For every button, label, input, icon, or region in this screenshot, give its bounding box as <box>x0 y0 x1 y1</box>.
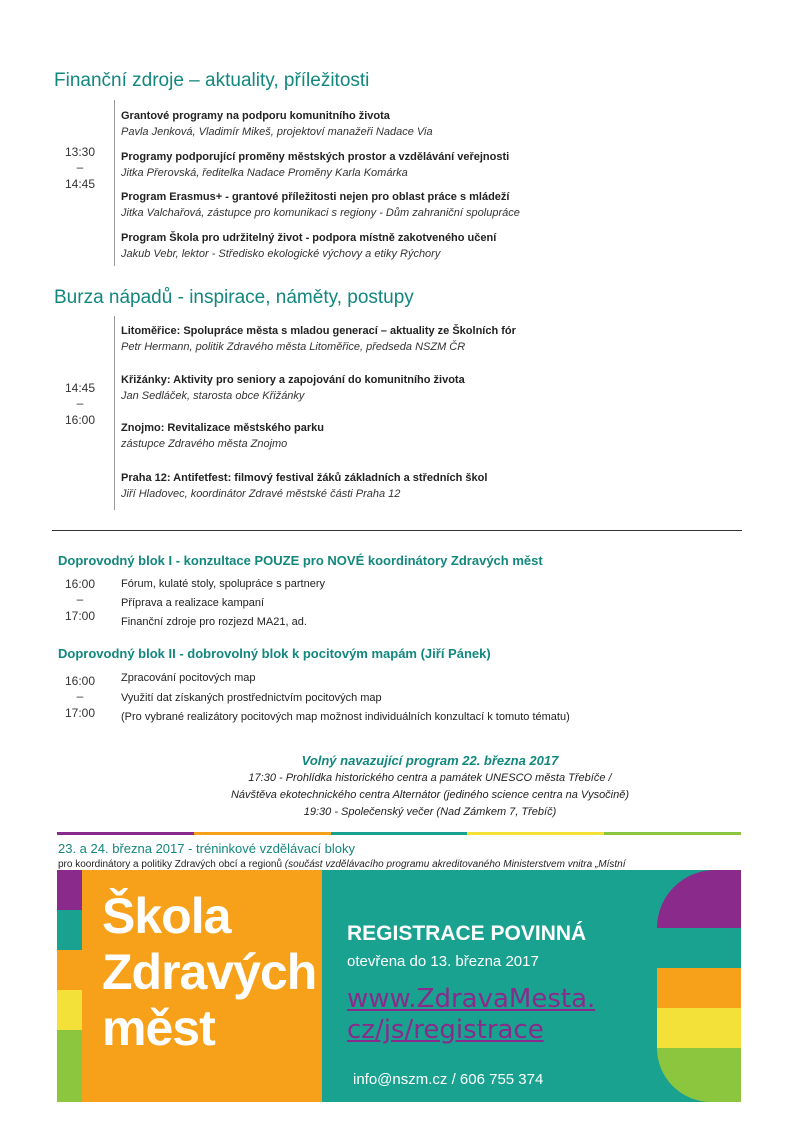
talk-speakers: zástupce Zdravého města Znojmo <box>121 438 288 450</box>
block2-item: Zpracování pocitových map <box>121 672 256 684</box>
registration-banner <box>57 870 741 1102</box>
talk-title: Program Erasmus+ - grantové příležitosti nejen pro oblast práce s mládeží <box>121 191 510 203</box>
talk-title: Litoměřice: Spolupráce města s mladou generací – aktuality ze Školních fór <box>121 325 516 337</box>
block2-item: Využití dat získaných prostřednictvím pocitových map <box>121 692 382 704</box>
section2-time <box>54 381 106 428</box>
color-band <box>57 832 741 835</box>
talk-speakers: Petr Hermann, politik Zdravého města Litoměřice, předseda NSZM ČR <box>121 341 466 353</box>
logo-line: měst <box>102 1000 215 1056</box>
registration-link[interactable] <box>347 984 595 1046</box>
section2-divider <box>114 316 115 510</box>
registration-title: REGISTRACE POVINNÁ <box>347 922 587 945</box>
url-line[interactable]: www.ZdravaMesta. <box>347 984 596 1014</box>
school-logo-text <box>102 888 316 1056</box>
talk-title: Programy podporující proměny městských prostor a vzdělávání veřejnosti <box>121 151 510 163</box>
training-intro: pro koordinátory a politiky Zdravých obcí a regionů <box>58 859 283 870</box>
registration-deadline: otevřena do 13. března 2017 <box>347 953 539 970</box>
block1-item: Příprava a realizace kampaní <box>121 597 265 609</box>
talk-speakers: Jitka Valchařová, zástupce pro komunikaci s regiony - Dům zahraniční spolupráce <box>121 207 520 219</box>
url-line[interactable]: cz/js/registrace <box>347 1015 544 1045</box>
stripe-right-yellow <box>657 1008 741 1048</box>
logo-line: Škola <box>102 888 231 944</box>
section-title-burza-napadu: Burza nápadů - inspirace, náměty, postupy <box>54 287 414 308</box>
free-program-title: Volný navazující program 22. března 2017 <box>301 753 559 768</box>
block2-title: Doprovodný blok II - dobrovolný blok k pocitovým mapám (Jiří Pánek) <box>58 646 491 661</box>
stripe-right-purple <box>657 870 741 928</box>
talk-title: Znojmo: Revitalizace městského parku <box>121 422 324 434</box>
time-to: 16:00 <box>64 413 96 427</box>
section-title-financni-zdroje: Finanční zdroje – aktuality, příležitosti <box>54 70 370 91</box>
time-from: 13:30 <box>64 145 96 159</box>
stripe-right-orange <box>657 968 741 1008</box>
block2-item: (Pro vybrané realizátory pocitových map možnost individuálních konzultací k tomuto tématu) <box>121 711 570 723</box>
section1-divider <box>114 100 115 266</box>
training-heading: 23. a 24. března 2017 - tréninkové vzdělávací bloky <box>58 841 356 856</box>
logo-block <box>82 870 322 1102</box>
time-from: 14:45 <box>64 381 96 395</box>
section1-time <box>54 145 106 192</box>
training-note <box>58 859 626 870</box>
training-accreditation: (součást vzdělávacího programu akreditovaného Ministerstvem vnitra „Místní <box>284 859 626 870</box>
talk-speakers: Jitka Přerovská, ředitelka Nadace Proměny Karla Komárka <box>121 167 408 179</box>
time-from: 16:00 <box>64 577 96 591</box>
stripe-teal <box>57 910 82 950</box>
stripe-yellow <box>57 990 82 1030</box>
talk-speakers: Jakub Vebr, lektor - Středisko ekologické výchovy a etiky Rýchory <box>121 248 441 260</box>
logo-line: Zdravých <box>102 944 317 1000</box>
block2-time <box>54 674 106 721</box>
block1-title: Doprovodný blok I - konzultace POUZE pro NOVÉ koordinátory Zdravých měst <box>58 553 543 568</box>
stripe-purple <box>57 870 82 910</box>
time-to: 14:45 <box>64 177 96 191</box>
free-program-line: Návštěva ekotechnického centra Alternátor (jediného science centra na Vysočině) <box>230 789 630 801</box>
contact-info: info@nszm.cz / 606 755 374 <box>353 1071 544 1088</box>
block1-item: Finanční zdroje pro rozjezd MA21, ad. <box>121 616 307 628</box>
time-dash: – <box>76 689 84 703</box>
talk-title: Grantové programy na podporu komunitního života <box>121 110 390 122</box>
talk-speakers: Jan Sedláček, starosta obce Křižánky <box>121 390 305 402</box>
block1-item: Fórum, kulaté stoly, spolupráce s partnery <box>121 578 325 590</box>
talk-title: Křižánky: Aktivity pro seniory a zapojování do komunitního života <box>121 374 465 386</box>
band-teal <box>331 832 468 835</box>
stripe-right-lime <box>657 1048 741 1102</box>
stripe-lime <box>57 1030 82 1102</box>
time-from: 16:00 <box>64 674 96 688</box>
talk-title: Praha 12: Antifetfest: filmový festival žáků základních a středních škol <box>121 472 488 484</box>
section-divider <box>52 530 742 531</box>
talk-title: Program Škola pro udržitelný život - podpora místně zakotveného učení <box>121 232 497 244</box>
free-program-line: 17:30 - Prohlídka historického centra a památek UNESCO města Třebíče / <box>248 772 612 784</box>
time-to: 17:00 <box>64 609 96 623</box>
stripe-right-teal <box>657 928 741 968</box>
time-dash: – <box>76 396 84 410</box>
stripe-orange <box>57 950 82 990</box>
talk-speakers: Jiří Hladovec, koordinátor Zdravé městské části Praha 12 <box>121 488 401 500</box>
talk-speakers: Pavla Jenková, Vladimír Mikeš, projektoví manažeři Nadace Via <box>121 126 433 138</box>
band-yellow <box>467 832 604 835</box>
time-to: 17:00 <box>64 706 96 720</box>
block1-time <box>54 577 106 624</box>
band-orange <box>194 832 331 835</box>
free-program-line: 19:30 - Společenský večer (Nad Zámkem 7, Třebíč) <box>303 806 557 818</box>
band-lime <box>604 832 741 835</box>
time-dash: – <box>76 160 84 174</box>
band-purple <box>57 832 194 835</box>
time-dash: – <box>76 592 84 606</box>
